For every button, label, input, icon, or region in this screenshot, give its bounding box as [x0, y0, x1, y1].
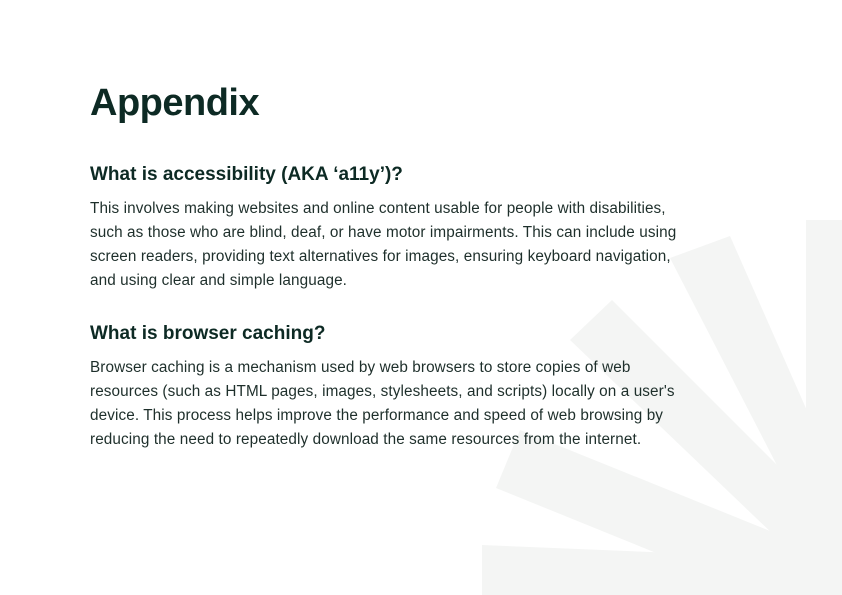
section-body-browser-caching: Browser caching is a mechanism used by web browsers to store copies of web resources (such as HTML pages, images, stylesheets, and scripts) locally on a user's device. This process helps improve the performance and speed of web browsing by reducing the need to repeatedly download the same resources from the internet.	[90, 359, 675, 448]
section-heading-accessibility: What is accessibility (AKA ‘a11y’)?	[90, 164, 403, 185]
page-title: Appendix	[90, 82, 260, 124]
section-body-accessibility: This involves making websites and online content usable for people with disabilities, such as those who are blind, deaf, or have motor impairments. This can include using screen readers, providing text alternatives for images, ensuring keyboard navigation, and using clear and simple language.	[90, 200, 677, 289]
appendix-content	[90, 80, 680, 452]
section-heading-browser-caching: What is browser caching?	[90, 323, 326, 344]
